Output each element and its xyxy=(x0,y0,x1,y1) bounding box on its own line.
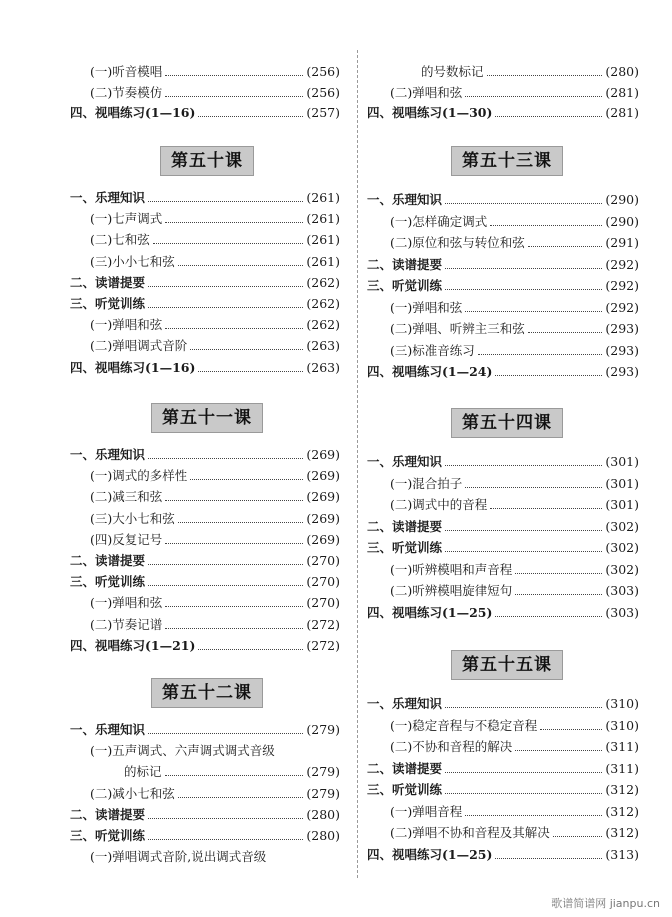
lesson-heading: 第五十四课 xyxy=(451,408,563,438)
toc-entry xyxy=(90,847,340,865)
dot-leader xyxy=(148,200,303,202)
dot-leader xyxy=(515,572,602,574)
toc-entry-page: (313) xyxy=(605,846,639,862)
toc-entry-label: (一)五声调式、六声调式调式音级 xyxy=(90,743,275,759)
toc-entry xyxy=(90,336,340,354)
toc-entry xyxy=(390,716,639,734)
lesson-heading: 第五十课 xyxy=(160,146,254,176)
toc-entry-label: (三)大小七和弦 xyxy=(90,510,175,526)
toc-entry-page: (281) xyxy=(605,105,639,121)
dot-leader xyxy=(445,288,602,290)
toc-entry-page: (256) xyxy=(306,84,340,100)
dot-leader xyxy=(165,499,303,501)
toc-entry-label: (二)节奏模仿 xyxy=(90,84,163,100)
toc-entry-label: 一、乐理知识 xyxy=(367,192,443,207)
toc-entry xyxy=(70,826,340,844)
toc-entry xyxy=(367,780,639,798)
toc-entry xyxy=(367,845,639,863)
dot-leader xyxy=(495,115,602,117)
toc-entry-label: 四、视唱练习(1—25) xyxy=(367,846,493,862)
toc-entry-label: (二)弹唱和弦 xyxy=(390,84,463,100)
toc-entry-label: (二)弹唱、听辨主三和弦 xyxy=(390,321,525,336)
toc-entry-page: (302) xyxy=(605,518,639,534)
dot-leader xyxy=(445,771,602,773)
toc-entry-label: (二)不协和音程的解决 xyxy=(390,739,513,754)
dot-leader xyxy=(165,542,303,544)
toc-entry-page: (280) xyxy=(306,806,340,822)
toc-entry-page: (279) xyxy=(306,764,340,780)
toc-entry xyxy=(367,255,639,273)
toc-entry-page: (281) xyxy=(605,84,639,100)
toc-entry xyxy=(90,509,340,527)
toc-entry-label: 四、视唱练习(1—30) xyxy=(367,105,493,121)
toc-entry xyxy=(90,315,340,333)
toc-entry-page: (279) xyxy=(306,722,340,737)
toc-entry xyxy=(367,538,639,556)
toc-entry-label: 三、听觉训练 xyxy=(367,540,443,555)
toc-entry xyxy=(367,452,639,470)
toc-entry-label: (一)弹唱和弦 xyxy=(90,317,163,333)
toc-entry-page: (270) xyxy=(306,574,340,590)
toc-entry xyxy=(390,212,639,230)
dot-leader xyxy=(553,835,603,837)
toc-entry-page: (261) xyxy=(306,232,340,248)
toc-entry-label: (一)弹唱音程 xyxy=(390,803,463,819)
dot-leader xyxy=(487,74,603,76)
toc-entry xyxy=(70,273,340,291)
toc-entry-label: (一)弹唱和弦 xyxy=(90,595,163,611)
toc-entry xyxy=(367,362,639,380)
dot-leader xyxy=(465,95,602,97)
toc-entry xyxy=(367,517,639,535)
toc-entry xyxy=(90,466,340,484)
toc-entry xyxy=(70,188,340,206)
toc-entry-page: (261) xyxy=(306,211,340,227)
toc-entry-page: (279) xyxy=(306,785,340,801)
toc-entry xyxy=(124,762,340,780)
toc-entry-label: 一、乐理知识 xyxy=(70,447,146,462)
toc-entry-page: (263) xyxy=(306,359,340,375)
toc-entry-page: (261) xyxy=(306,190,340,205)
toc-entry-label: 四、视唱练习(1—16) xyxy=(70,359,196,375)
toc-entry-page: (263) xyxy=(306,338,340,354)
toc-entry-page: (303) xyxy=(605,583,639,598)
dot-leader xyxy=(478,353,603,355)
toc-entry-label: (四)反复记号 xyxy=(90,531,163,547)
toc-entry-page: (292) xyxy=(605,299,639,315)
toc-entry-label: (二)七和弦 xyxy=(90,232,150,248)
toc-entry xyxy=(70,358,340,376)
toc-entry xyxy=(390,581,639,599)
toc-entry-label: 二、读谱提要 xyxy=(367,256,443,272)
toc-entry xyxy=(70,294,340,312)
toc-entry xyxy=(90,615,340,633)
dot-leader xyxy=(445,706,602,708)
dot-leader xyxy=(445,550,602,552)
toc-entry-page: (310) xyxy=(605,696,639,711)
toc-entry-label: (一)听音模唱 xyxy=(90,64,163,79)
toc-entry-label: 二、读谱提要 xyxy=(70,806,146,822)
toc-entry xyxy=(421,62,639,80)
toc-entry xyxy=(70,103,340,121)
dot-leader xyxy=(495,374,602,376)
toc-entry-label: 三、听觉训练 xyxy=(70,574,146,590)
toc-entry-page: (269) xyxy=(306,468,340,484)
toc-entry xyxy=(390,298,639,316)
toc-entry-label: (一)七声调式 xyxy=(90,211,163,227)
dot-leader xyxy=(540,728,602,730)
dot-leader xyxy=(490,507,602,509)
toc-entry xyxy=(390,341,639,359)
toc-entry-page: (270) xyxy=(306,553,340,568)
toc-entry-label: (二)减三和弦 xyxy=(90,489,163,505)
toc-entry xyxy=(390,233,639,251)
toc-entry xyxy=(70,551,340,569)
toc-entry-label: (二)原位和弦与转位和弦 xyxy=(390,235,525,250)
toc-entry-page: (262) xyxy=(306,296,340,311)
dot-leader xyxy=(495,857,602,859)
toc-entry xyxy=(390,823,639,841)
toc-entry-label: (二)调式中的音程 xyxy=(390,497,488,512)
toc-entry-label: 二、读谱提要 xyxy=(367,518,443,534)
dot-leader xyxy=(148,838,303,840)
toc-entry xyxy=(90,209,340,227)
dot-leader xyxy=(153,242,304,244)
toc-entry-label: (一)弹唱和弦 xyxy=(390,299,463,315)
dot-leader xyxy=(165,221,303,223)
dot-leader xyxy=(515,593,602,595)
toc-entry-page: (272) xyxy=(306,616,340,632)
dot-leader xyxy=(528,331,603,333)
toc-entry-page: (293) xyxy=(605,321,639,336)
toc-entry-page: (293) xyxy=(605,364,639,379)
dot-leader xyxy=(445,202,602,204)
toc-entry xyxy=(90,487,340,505)
toc-entry xyxy=(90,62,340,80)
toc-entry xyxy=(390,560,639,578)
toc-entry xyxy=(390,83,639,101)
dot-leader xyxy=(465,814,602,816)
lesson-heading: 第五十五课 xyxy=(451,650,563,680)
dot-leader xyxy=(148,285,303,287)
toc-entry-label: (二)弹唱不协和音程及其解决 xyxy=(390,825,550,840)
toc-entry-label: 四、视唱练习(1—16) xyxy=(70,105,196,121)
dot-leader xyxy=(445,792,602,794)
toc-entry-page: (312) xyxy=(605,825,639,840)
lesson-heading: 第五十一课 xyxy=(151,403,263,433)
toc-entry-page: (310) xyxy=(605,717,639,733)
toc-entry-label: 一、乐理知识 xyxy=(70,722,146,737)
toc-entry xyxy=(70,572,340,590)
toc-entry-label: 二、读谱提要 xyxy=(70,274,146,290)
watermark: 歌谱简谱网 jianpu.cn xyxy=(551,897,660,910)
dot-leader xyxy=(495,615,602,617)
dot-leader xyxy=(165,774,304,776)
toc-entry-label: (二)节奏记谱 xyxy=(90,616,163,632)
toc-entry-page: (280) xyxy=(605,64,639,79)
dot-leader xyxy=(465,486,602,488)
toc-entry-page: (290) xyxy=(605,213,639,229)
dot-leader xyxy=(490,224,602,226)
toc-entry-label: 一、乐理知识 xyxy=(367,696,443,711)
dot-leader xyxy=(465,310,602,312)
toc-entry xyxy=(90,252,340,270)
toc-entry xyxy=(70,805,340,823)
toc-entry-label: (二)弹唱调式音阶 xyxy=(90,338,188,354)
dot-leader xyxy=(445,267,602,269)
toc-entry xyxy=(390,474,639,492)
toc-entry-label: 的标记 xyxy=(124,764,162,780)
toc-entry xyxy=(367,276,639,294)
toc-entry-label: (二)听辨模唱旋律短句 xyxy=(390,583,513,598)
toc-entry-page: (301) xyxy=(605,454,639,469)
toc-entry xyxy=(90,741,340,759)
toc-entry-page: (269) xyxy=(306,510,340,526)
toc-entry-page: (302) xyxy=(605,561,639,577)
toc-entry xyxy=(90,83,340,101)
dot-leader xyxy=(445,464,602,466)
toc-entry-page: (269) xyxy=(306,531,340,547)
dot-leader xyxy=(198,648,303,650)
toc-entry-label: (一)弹唱调式音阶,说出调式音级 xyxy=(90,849,267,865)
dot-leader xyxy=(148,732,303,734)
dot-leader xyxy=(190,478,303,480)
dot-leader xyxy=(148,817,303,819)
toc-entry-page: (293) xyxy=(605,342,639,358)
toc-entry-label: (一)调式的多样性 xyxy=(90,468,188,484)
toc-entry-page: (269) xyxy=(306,489,340,505)
toc-entry-label: (一)稳定音程与不稳定音程 xyxy=(390,717,538,733)
dot-leader xyxy=(515,749,602,751)
toc-entry xyxy=(367,603,639,621)
toc-entry-page: (292) xyxy=(605,256,639,272)
toc-entry-label: (一)怎样确定调式 xyxy=(390,213,488,229)
toc-entry-label: (二)减小七和弦 xyxy=(90,785,175,801)
toc-entry-page: (302) xyxy=(605,540,639,555)
toc-entry-label: 三、听觉训练 xyxy=(70,296,146,311)
toc-entry xyxy=(367,190,639,208)
dot-leader xyxy=(165,74,303,76)
toc-entry-label: 三、听觉训练 xyxy=(70,828,146,843)
toc-entry-page: (269) xyxy=(306,447,340,462)
toc-entry xyxy=(90,530,340,548)
dot-leader xyxy=(165,95,303,97)
dot-leader xyxy=(148,457,303,459)
toc-entry-label: 四、视唱练习(1—25) xyxy=(367,604,493,620)
dot-leader xyxy=(178,796,304,798)
toc-entry-page: (311) xyxy=(605,760,639,776)
dot-leader xyxy=(165,327,303,329)
dot-leader xyxy=(198,370,303,372)
toc-entry-label: (三)标准音练习 xyxy=(390,342,475,358)
toc-entry xyxy=(90,230,340,248)
dot-leader xyxy=(198,115,303,117)
toc-entry xyxy=(367,103,639,121)
toc-entry-label: 一、乐理知识 xyxy=(367,454,443,469)
column-divider xyxy=(357,50,358,878)
toc-entry xyxy=(390,495,639,513)
dot-leader xyxy=(148,584,303,586)
dot-leader xyxy=(178,521,304,523)
toc-entry-page: (272) xyxy=(306,637,340,653)
dot-leader xyxy=(165,605,303,607)
toc-entry-page: (301) xyxy=(605,497,639,512)
toc-entry xyxy=(90,784,340,802)
toc-entry-label: (一)听辨模唱和声音程 xyxy=(390,561,513,577)
toc-entry-page: (290) xyxy=(605,192,639,207)
toc-entry xyxy=(70,720,340,738)
toc-entry-label: 一、乐理知识 xyxy=(70,190,146,205)
dot-leader xyxy=(178,264,304,266)
toc-entry-page: (257) xyxy=(306,105,340,121)
dot-leader xyxy=(528,245,603,247)
toc-entry xyxy=(390,737,639,755)
toc-entry-page: (262) xyxy=(306,274,340,290)
toc-entry xyxy=(70,445,340,463)
dot-leader xyxy=(445,529,602,531)
toc-entry-label: 的号数标记 xyxy=(421,64,484,79)
toc-entry-label: (三)小小七和弦 xyxy=(90,253,175,269)
toc-entry xyxy=(90,593,340,611)
toc-entry-page: (280) xyxy=(306,828,340,843)
toc-entry xyxy=(367,694,639,712)
dot-leader xyxy=(148,306,303,308)
dot-leader xyxy=(165,627,303,629)
toc-entry-page: (262) xyxy=(306,317,340,333)
toc-entry-label: 四、视唱练习(1—21) xyxy=(70,637,196,653)
lesson-heading: 第五十二课 xyxy=(151,678,263,708)
toc-entry-page: (261) xyxy=(306,253,340,269)
toc-entry-page: (291) xyxy=(605,235,639,250)
toc-entry-page: (270) xyxy=(306,595,340,611)
toc-entry xyxy=(70,636,340,654)
toc-entry-label: 四、视唱练习(1—24) xyxy=(367,364,493,379)
lesson-heading: 第五十三课 xyxy=(451,146,563,176)
toc-entry xyxy=(390,802,639,820)
toc-entry-page: (312) xyxy=(605,803,639,819)
toc-entry-page: (311) xyxy=(605,739,639,754)
toc-entry-page: (301) xyxy=(605,475,639,491)
toc-entry-label: 三、听觉训练 xyxy=(367,278,443,293)
dot-leader xyxy=(190,348,303,350)
toc-entry-page: (303) xyxy=(605,604,639,620)
toc-entry-label: 二、读谱提要 xyxy=(70,553,146,568)
toc-entry-page: (292) xyxy=(605,278,639,293)
toc-entry xyxy=(367,759,639,777)
toc-entry-label: 二、读谱提要 xyxy=(367,760,443,776)
toc-entry-page: (256) xyxy=(306,64,340,79)
toc-entry-label: 三、听觉训练 xyxy=(367,782,443,797)
dot-leader xyxy=(148,563,303,565)
toc-entry xyxy=(390,319,639,337)
toc-entry-page: (312) xyxy=(605,782,639,797)
toc-entry-label: (一)混合拍子 xyxy=(390,475,463,491)
